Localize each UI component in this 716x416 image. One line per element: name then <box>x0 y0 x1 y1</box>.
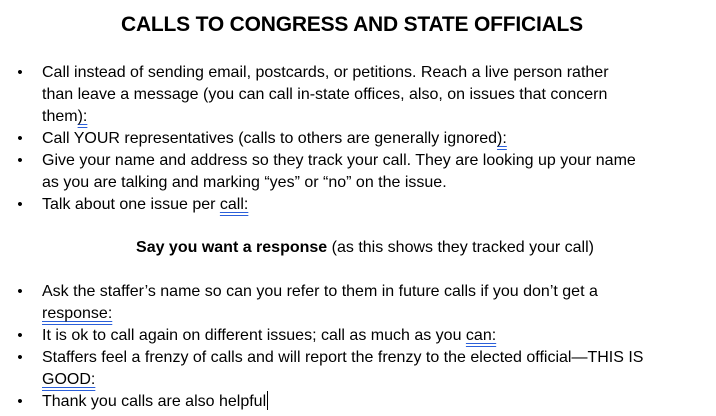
callout-line[interactable] <box>0 237 716 259</box>
bullet-text[interactable] <box>42 281 702 325</box>
proofing-underlined-text[interactable]: ): <box>77 108 88 125</box>
bullet-text[interactable] <box>42 194 702 216</box>
bullet-marker: • <box>17 130 23 147</box>
proofing-underlined-text[interactable]: GOOD: <box>42 371 96 388</box>
bullet-text[interactable] <box>42 150 702 194</box>
bullet-marker: • <box>17 152 23 169</box>
bullet-marker: • <box>17 283 23 300</box>
text-cursor <box>267 391 268 410</box>
bullet-body: Thank you calls are also helpful <box>42 393 267 410</box>
bullet-body: Ask the staffer’s name so can you refer to them in future calls if you don’t get a <box>42 283 598 300</box>
bullet-text[interactable] <box>42 391 702 413</box>
bullet-body: Call YOUR representatives (calls to others are generally ignored <box>42 130 498 147</box>
bullet-body: Staffers feel a frenzy of calls and will report the frenzy to the elected official—THIS IS <box>42 349 644 366</box>
document-title: CALLS TO CONGRESS AND STATE OFFICIALS <box>121 13 583 36</box>
bullet-body: Call instead of sending email, postcards, or petitions. Reach a live person rather than leave a message (you can call in-state offices, also, on issues that concern them <box>42 64 609 125</box>
callout-rest-text: (as this shows they tracked your call) <box>327 239 594 256</box>
bullet-marker: • <box>17 64 23 81</box>
bullet-text[interactable] <box>42 347 702 391</box>
bullet-marker: • <box>17 327 23 344</box>
bullet-body: Talk about one issue per <box>42 196 220 213</box>
bullet-marker: • <box>17 393 23 410</box>
callout-bold-text: Say you want a response <box>136 239 328 256</box>
proofing-underlined-text[interactable]: response: <box>42 305 113 322</box>
bullet-marker: • <box>17 349 23 366</box>
proofing-underlined-text[interactable]: can: <box>465 327 497 344</box>
proofing-underlined-text[interactable]: ): <box>497 130 507 147</box>
bullet-body: It is ok to call again on different issues; call as much as you <box>42 327 466 344</box>
bullet-body: Give your name and address so they track your call. They are looking up your name as you are talking and marking “yes” or “no” on the issue. <box>42 152 636 191</box>
proofing-underlined-text[interactable]: call: <box>219 196 249 213</box>
bullet-text[interactable] <box>42 325 702 347</box>
bullet-marker: • <box>17 196 23 213</box>
bullet-text[interactable] <box>42 128 702 150</box>
bullet-text[interactable] <box>42 62 702 128</box>
